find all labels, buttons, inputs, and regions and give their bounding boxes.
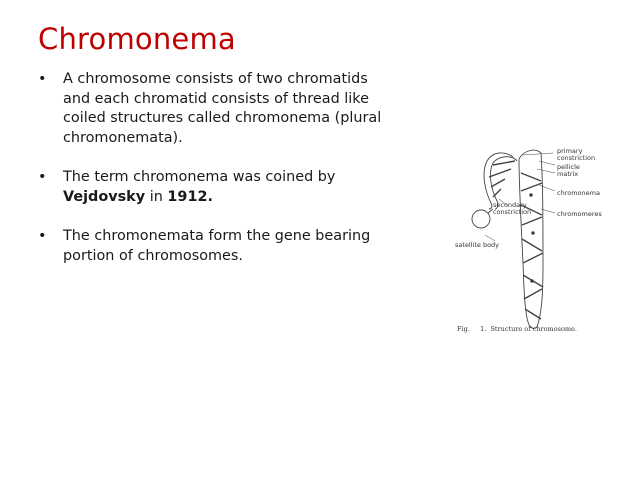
- slide-title: Chromonema: [38, 22, 236, 56]
- label-constriction: constriction: [557, 154, 596, 162]
- bullet-text-part: in: [145, 188, 168, 205]
- chromomere: [530, 194, 533, 197]
- bullet-text: A chromosome consists of two chromatids and each chromatid consists of thread like coiled structures called chromonema (plural chromonemata).: [63, 71, 382, 146]
- label-secondary: secondary: [493, 201, 527, 209]
- figure-caption: Fig. 1. Structure of chromosome.: [457, 325, 577, 333]
- bullet-text: [63, 168, 398, 207]
- label-secondary-constriction: constriction: [493, 208, 532, 216]
- label-chromomeres: chromomeres: [557, 210, 602, 218]
- satellite-body-shape: [472, 210, 490, 228]
- bullet-text-part: .: [207, 188, 213, 205]
- chromosome-figure: [455, 143, 605, 338]
- bullet-text: The chromonemata form the gene bearing portion of chromosomes.: [63, 228, 371, 264]
- bullet-marker: •: [38, 228, 47, 244]
- label-chromonema: chromonema: [557, 189, 600, 197]
- bullet-item: [38, 227, 398, 266]
- bullet-marker: •: [38, 71, 47, 87]
- label-satellite-body: satellite body: [455, 241, 500, 249]
- bold-name: Vejdovsky: [63, 188, 146, 205]
- label-matrix: matrix: [557, 170, 579, 178]
- bullet-text-part: The term chromonema was coined by: [63, 169, 336, 185]
- chromomere: [532, 232, 535, 235]
- label-pellicle: pellicle: [557, 163, 580, 171]
- bold-year: 1912: [167, 188, 208, 205]
- label-primary: primary: [557, 147, 583, 155]
- bullet-item: [38, 70, 398, 148]
- bullet-item: [38, 168, 398, 207]
- bullet-list: [38, 70, 398, 266]
- chromomere: [531, 280, 534, 283]
- bullet-marker: •: [38, 169, 47, 185]
